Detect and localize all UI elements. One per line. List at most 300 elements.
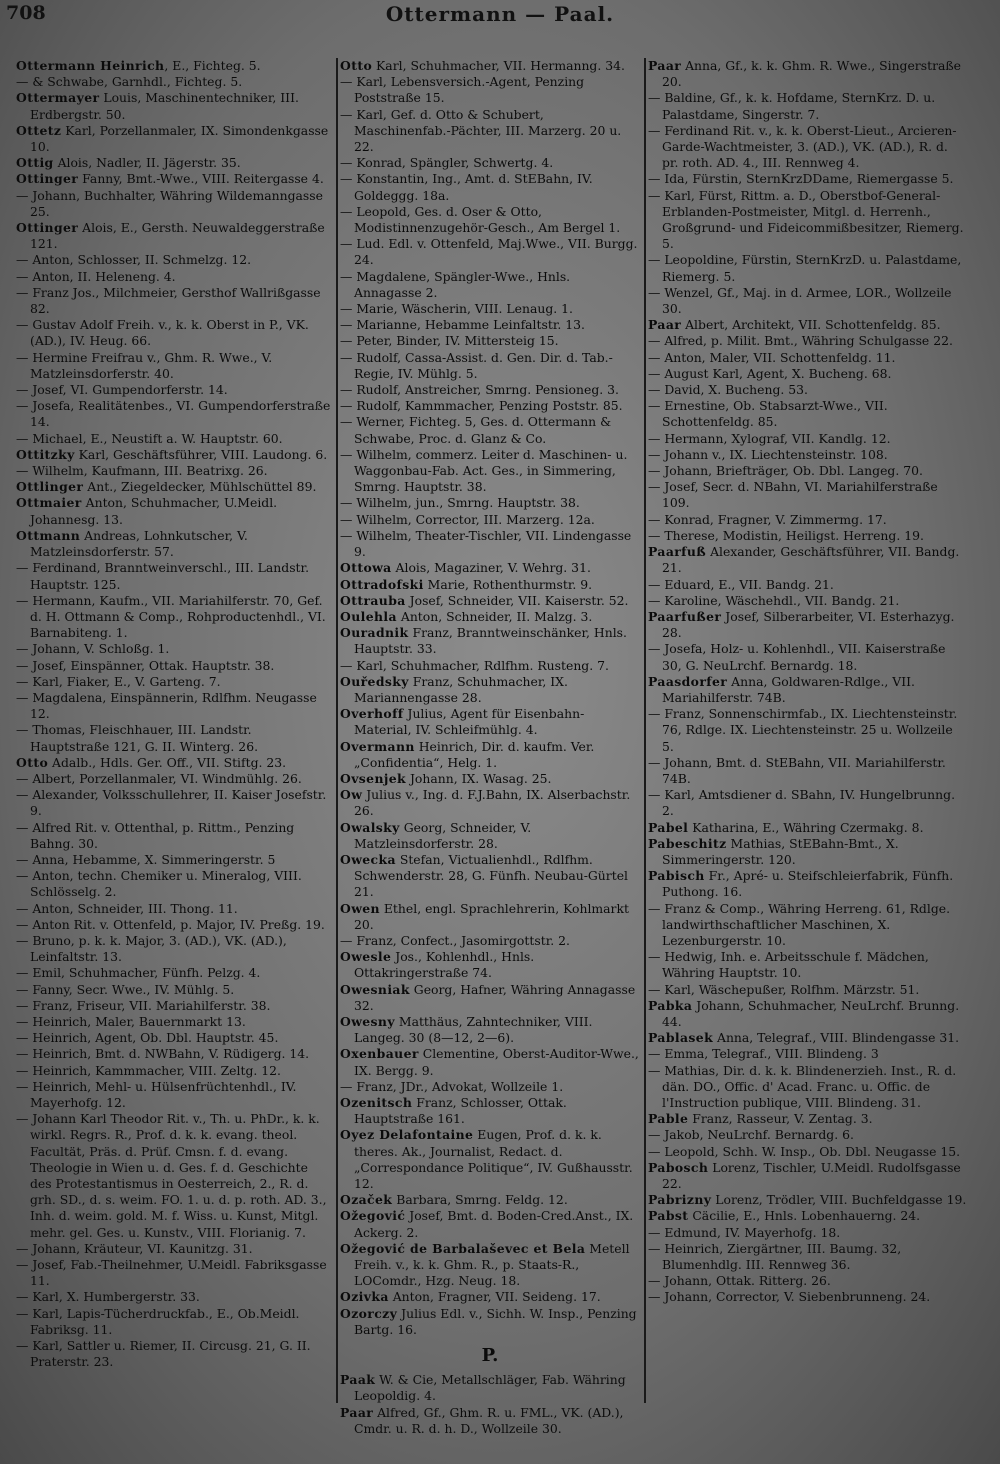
entry-text: Andreas, Lohnkutscher, V. Matzleinsdorferstr. 57. [30, 527, 248, 560]
directory-entry [340, 1289, 640, 1305]
entry-text: — Heinrich, Mehl- u. Hülsenfrüchtenhdl., IV. Mayerhofg. 12. [16, 1078, 297, 1110]
entry-text: Johann, Schuhmacher, NeuLrchf. Brunng. 44. [662, 997, 960, 1029]
directory-entry [648, 1160, 968, 1192]
directory-entry [16, 722, 332, 754]
directory-entry [340, 528, 640, 560]
directory-entry [648, 398, 968, 430]
directory-entry [648, 188, 968, 253]
entry-text: Ethel, engl. Sprachlehrerin, Kohlmarkt 20. [354, 900, 629, 932]
entry-text: — Therese, Modistin, Heiligst. Herreng. 19. [648, 527, 924, 543]
entry-text: — Konrad, Fragner, V. Zimmermg. 17. [648, 511, 887, 527]
entry-surname: Ouředsky [340, 673, 409, 689]
directory-entry [340, 1046, 640, 1078]
directory-entry [648, 544, 968, 576]
entry-text: — Heinrich, Maler, Bauernmarkt 13. [16, 1013, 246, 1029]
entry-text: — Alexander, Volksschullehrer, II. Kaiser Josefstr. 9. [16, 787, 327, 819]
entry-text: Julius Edl. v., Sichh. W. Insp., Penzing Bartg. 16. [354, 1305, 637, 1337]
entry-text: Josef, Schneider, VII. Kaiserstr. 52. [405, 592, 629, 608]
directory-entry [16, 593, 332, 642]
directory-entry [16, 269, 332, 285]
entry-text: Alexander, Geschäftsführer, VII. Bandg. 21. [662, 544, 960, 576]
entry-text: — Karl, Gef. d. Otto & Schubert, Maschinenfab.-Pächter, III. Marzerg. 20 u. 22. [340, 106, 622, 155]
entry-text: — Johann, V. Schloßg. 1. [16, 641, 170, 657]
entry-text: Georg, Hafner, Währing Annagasse 32. [354, 981, 636, 1013]
entry-text: — David, X. Bucheng. 53. [648, 382, 808, 398]
entry-text: — Franz, JDr., Advokat, Wollzeile 1. [340, 1078, 564, 1094]
entry-text: Marie, Rothenthurmstr. 9. [423, 576, 593, 592]
entry-text: — Karoline, Wäschehdl., VII. Bandg. 21. [648, 592, 900, 608]
entry-text: — Rudolf, Anstreicher, Smrng. Pensioneg. 3. [340, 382, 619, 398]
entry-text: Julius, Agent für Eisenbahn-Material, IV. Schleifmühlg. 4. [354, 706, 585, 738]
directory-entry [16, 901, 332, 917]
entry-text: — Wenzel, Gf., Maj. in d. Armee, LOR., Wollzeile 30. [648, 284, 952, 317]
directory-entry [16, 658, 332, 674]
entry-text: Eugen, Prof. d. k. k. theres. Ak., Journalist, Redact. d. „Correspondance Politique“, IV. Gußhausstr. 12. [354, 1127, 633, 1192]
directory-entry [340, 820, 640, 852]
entry-surname: Ottmann [16, 527, 81, 543]
directory-entry [16, 463, 332, 479]
directory-entry [16, 1289, 332, 1305]
entry-text: Alois, E., Gersth. Neuwaldeggerstraße 121. [30, 220, 325, 252]
entry-surname: Ottradofski [340, 576, 424, 592]
directory-entry [340, 982, 640, 1014]
entry-text: Karl, Porzellanmaler, IX. Simondenkgasse 10. [30, 122, 329, 155]
directory-entry [16, 1306, 332, 1338]
directory-entry [16, 285, 332, 317]
entry-text: — Johann, Briefträger, Ob. Dbl. Langeg. 70. [648, 463, 923, 479]
entry-text: — Karl, Fiaker, E., V. Garteng. 7. [16, 673, 221, 689]
entry-text: — Wilhelm, jun., Smrng. Hauptstr. 38. [340, 495, 580, 511]
directory-entry [340, 350, 640, 382]
entry-text: — Hedwig, Inh. e. Arbeitsschule f. Mädchen, Währing Hauptstr. 10. [648, 949, 929, 981]
entry-text: — Heinrich, Agent, Ob. Dbl. Hauptstr. 45. [16, 1030, 279, 1046]
entry-text: Franz, Schlosser, Ottak. Hauptstraße 161. [354, 1095, 567, 1127]
directory-entry [648, 447, 968, 463]
directory-entry [340, 1372, 640, 1404]
entry-text: — Eduard, E., VII. Bandg. 21. [648, 576, 834, 592]
entry-surname: Owecka [340, 851, 396, 867]
directory-entry [648, 1030, 968, 1046]
entry-text: Josef, Silberarbeiter, VI. Esterhazyg. 28. [662, 608, 955, 641]
directory-entry [16, 933, 332, 965]
directory-entry [340, 1095, 640, 1127]
directory-entry [16, 690, 332, 722]
directory-entry [648, 479, 968, 511]
entry-text: — Alfred Rit. v. Ottenthal, p. Rittm., Penzing Bahng. 30. [16, 819, 295, 851]
directory-entry [648, 641, 968, 673]
directory-entry [648, 1192, 968, 1208]
entry-text: — Fanny, Secr. Wwe., IV. Mühlg. 5. [16, 981, 235, 997]
entry-text: — Anton, II. Heleneng. 4. [16, 268, 176, 284]
directory-entry [340, 593, 640, 609]
entry-text: — Karl, Sattler u. Riemer, II. Circusg. 21, G. II. Praterstr. 23. [16, 1338, 311, 1370]
directory-entry [16, 1111, 332, 1241]
directory-entry [648, 528, 968, 544]
entry-text: — Anna, Hebamme, X. Simmeringerstr. 5 [16, 851, 276, 867]
directory-entry [648, 609, 968, 641]
column-left [16, 58, 332, 1458]
directory-entry [16, 447, 332, 463]
entry-surname: Owen [340, 900, 380, 916]
directory-entry [648, 901, 968, 950]
directory-entry [16, 90, 332, 122]
directory-entry [648, 1063, 968, 1112]
directory-entry [648, 463, 968, 479]
entry-text: — Johann, Ottak. Ritterg. 26. [648, 1273, 831, 1289]
directory-entry [340, 1241, 640, 1290]
entry-text: — Mathias, Dir. d. k. k. Blindenerzieh. Inst., R. d. dän. DO., Offic. d' Acad. Franc. u. Offic. de l'Instruction publique, VIII. Blindeng. 31. [648, 1062, 957, 1110]
entry-text: Fanny, Bmt.-Wwe., VIII. Reitergasse 4. [78, 171, 324, 187]
directory-entry [648, 982, 968, 998]
directory-entry [648, 285, 968, 317]
directory-entry [648, 90, 968, 122]
directory-entry [648, 1273, 968, 1289]
directory-entry [340, 1405, 640, 1437]
entry-text: Karl, Schuhmacher, VII. Hermanng. 34. [372, 58, 625, 73]
entry-text: — Franz, Friseur, VII. Mariahilferstr. 38. [16, 997, 271, 1013]
directory-entry [340, 495, 640, 511]
entry-text: Anna, Telegraf., VIII. Blindengasse 31. [713, 1030, 960, 1046]
directory-entry [648, 1241, 968, 1273]
entry-text: — Heinrich, Kammmacher, VIII. Zeltg. 12. [16, 1062, 281, 1078]
directory-entry [648, 1144, 968, 1160]
entry-text: Stefan, Victualienhdl., Rdlfhm. Schwenderstr. 28, G. Fünfh. Neubau-Gürtel 21. [354, 851, 628, 900]
entry-text: — Josef, VI. Gumpendorferstr. 14. [16, 382, 228, 398]
directory-entry [340, 625, 640, 657]
entry-text: — Marianne, Hebamme Leinfaltstr. 13. [340, 317, 585, 333]
directory-entry [648, 755, 968, 787]
entry-text: — Lud. Edl. v. Ottenfeld, Maj.Wwe., VII. Burgg. 24. [340, 236, 638, 268]
directory-entry [340, 739, 640, 771]
directory-entry [340, 269, 640, 301]
entry-surname: Pable [648, 1111, 689, 1127]
entry-text: — Werner, Fichteg. 5, Ges. d. Ottermann & Schwabe, Proc. d. Glanz & Co. [340, 414, 612, 446]
directory-entry [648, 350, 968, 366]
directory-entry [648, 949, 968, 981]
entry-text: — Anton, techn. Chemiker u. Mineralog, VIII. Schlösselg. 2. [16, 868, 302, 900]
entry-text: — Ida, Fürstin, SternKrzDDame, Riemergasse 5. [648, 171, 954, 187]
entry-text: — Ferdinand, Branntweinverschl., III. Landstr. Hauptstr. 125. [16, 560, 310, 592]
entry-surname: Pabel [648, 819, 689, 835]
entry-text: — Baldine, Gf., k. k. Hofdame, SternKrz. D. u. Palastdame, Singerstr. 7. [648, 90, 936, 122]
entry-text: — Jakob, NeuLrchf. Bernardg. 6. [648, 1127, 854, 1143]
entry-text: — Marie, Wäscherin, VIII. Lenaug. 1. [340, 301, 573, 317]
directory-entry [340, 933, 640, 949]
directory-entry [16, 155, 332, 171]
directory-entry [340, 1192, 640, 1208]
entry-text: — Emma, Telegraf., VIII. Blindeng. 3 [648, 1046, 879, 1062]
directory-entry [648, 998, 968, 1030]
entry-surname: Ottinger [16, 171, 79, 187]
entry-text: Matthäus, Zahntechniker, VIII. Langeg. 30 (8—12, 2—6). [354, 1013, 593, 1046]
entry-text: — Anton Rit. v. Ottenfeld, p. Major, IV. Preßg. 19. [16, 916, 325, 932]
entry-text: — Franz, Sonnenschirmfab., IX. Liechtensteinstr. 76, Rdlge. IX. Liechtensteinstr. 25 u. Wollzeile 5. [648, 706, 958, 754]
column-middle [340, 58, 640, 1458]
directory-entry [16, 641, 332, 657]
entry-text: — Karl, Lapis-Tücherdruckfab., E., Ob.Meidl. Fabriksg. 11. [16, 1305, 300, 1337]
directory-entry [340, 949, 640, 981]
entry-text: — Johann Karl Theodor Rit. v., Th. u. PhDr., k. k. wirkl. Regrs. R., Prof. d. k. k. evang. theol. Facultät, Präs. d. Prüf. Cmsn. f. d. evang. Theologie in Wien u. d. Ges. f. d. Geschichte des Protestantismus in Oesterreich, 2., R. d. grh. SD., d. s. weim. FO. 1. u. d. p. roth. AD. 3., Inh. d. weim. gold. M. f. Wiss. u. Kunst, Mitgl. mehr. gel. Ges. u. Kunstv., VIII. Florianig. 7. [16, 1111, 327, 1240]
directory-entry [648, 171, 968, 187]
directory-entry [340, 74, 640, 106]
entry-surname: Ozivka [340, 1289, 389, 1305]
columns [0, 58, 1000, 1458]
entry-surname: Oulehla [340, 608, 397, 624]
directory-entry [16, 965, 332, 981]
entry-text: Johann, IX. Wasag. 25. [406, 770, 552, 786]
entry-text: Anton, Schneider, II. Malzg. 3. [396, 608, 593, 624]
directory-entry [340, 317, 640, 333]
directory-entry [16, 1014, 332, 1030]
directory-entry [648, 252, 968, 284]
directory-entry [648, 317, 968, 333]
directory-entry [16, 560, 332, 592]
directory-entry [648, 836, 968, 868]
entry-text: W. & Cie, Metallschläger, Fab. Währing Leopoldig. 4. [354, 1372, 626, 1404]
entry-surname: Pabka [648, 997, 693, 1013]
entry-surname: Overmann [340, 738, 415, 754]
directory-entry [340, 58, 640, 74]
directory-entry [16, 58, 332, 74]
directory-entry [16, 1063, 332, 1079]
directory-entry [16, 1046, 332, 1062]
entry-text: — Magdalena, Einspännerin, Rdlfhm. Neugasse 12. [16, 689, 317, 722]
entry-surname: Ovsenjek [340, 770, 407, 786]
directory-entry [648, 787, 968, 819]
directory-entry [16, 188, 332, 220]
entry-text: — Heinrich, Bmt. d. NWBahn, V. Rüdigerg. 14. [16, 1046, 310, 1062]
entry-surname: Paasdorfer [648, 673, 728, 689]
running-header: Ottermann — Paal. [385, 2, 615, 26]
entry-surname: Pabisch [648, 868, 705, 884]
entry-surname: Owesle [340, 949, 392, 965]
entry-surname: Pabosch [648, 1159, 709, 1175]
entry-text: — Leopold, Ges. d. Oser & Otto, Modistinnenzugehör-Gesch., Am Bergel 1. [340, 203, 621, 236]
directory-entry [340, 204, 640, 236]
entry-text: — Johann v., IX. Liechtensteinstr. 108. [648, 446, 888, 462]
entry-surname: Ottermann Heinrich [16, 58, 165, 73]
directory-entry [16, 495, 332, 527]
column-right [648, 58, 968, 1458]
entry-text: Franz, Schuhmacher, IX. Mariannengasse 28. [354, 673, 568, 705]
entry-text: Anna, Goldwaren-Rdlge., VII. Mariahilferstr. 74B. [662, 673, 915, 705]
directory-entry [648, 58, 968, 90]
entry-text: — Thomas, Fleischhauer, III. Landstr. Hauptstraße 121, G. II. Winterg. 26. [16, 722, 259, 754]
directory-entry [16, 479, 332, 495]
entry-text: — Franz, Confect., Jasomirgottstr. 2. [340, 932, 570, 948]
entry-text: Ant., Ziegeldecker, Mühlschüttel 89. [83, 479, 317, 495]
entry-text: Josef, Bmt. d. Boden-Cred.Anst., IX. Ackerg. 2. [354, 1208, 634, 1240]
entry-text: — Leopold, Schh. W. Insp., Ob. Dbl. Neugasse 15. [648, 1143, 961, 1159]
directory-entry [340, 787, 640, 819]
directory-entry [340, 674, 640, 706]
directory-entry [648, 593, 968, 609]
entry-surname: Otto [340, 58, 373, 73]
entry-surname: Ozaček [340, 1192, 393, 1208]
directory-entry [16, 852, 332, 868]
directory-entry [16, 1241, 332, 1257]
entry-surname: Ottrauba [340, 592, 406, 608]
directory-entry [340, 577, 640, 593]
entry-surname: Ottowa [340, 560, 392, 576]
entry-text: Franz, Branntweinschänker, Hnls. Hauptstr. 33. [354, 625, 627, 657]
directory-entry [16, 350, 332, 382]
directory-entry [16, 220, 332, 252]
entry-text: Metell Freih. v., k. k. Ghm. R., p. Staats-R., LOComdr., Hzg. Neug. 18. [354, 1240, 630, 1289]
entry-text: Louis, Maschinentechniker, III. Erdbergstr. 50. [30, 90, 299, 122]
entry-surname: Paak [340, 1372, 376, 1388]
directory-entry [16, 382, 332, 398]
entry-surname: Ottig [16, 155, 54, 171]
entry-surname: Ottermayer [16, 90, 100, 106]
directory-entry [340, 1127, 640, 1192]
entry-text: — Wilhelm, commerz. Leiter d. Maschinen- u. Waggonbau-Fab. Act. Ges., in Simmering, Smrng. Hauptstr. 38. [340, 446, 628, 495]
entry-surname: Paarfußer [648, 608, 722, 624]
directory-entry [648, 820, 968, 836]
entry-text: Adalb., Hdls. Ger. Off., VII. Stiftg. 23. [48, 754, 287, 770]
directory-entry [648, 333, 968, 349]
entry-surname: Overhoff [340, 706, 404, 722]
directory-entry [648, 431, 968, 447]
entry-text: Clementine, Oberst-Auditor-Wwe., IX. Bergg. 9. [354, 1046, 639, 1078]
entry-text: — Albert, Porzellanmaler, VI. Windmühlg. 26. [16, 770, 302, 786]
entry-text: — Josef, Fab.-Theilnehmer, U.Meidl. Fabriksgasse 11. [16, 1257, 327, 1289]
directory-entry [340, 1014, 640, 1046]
entry-surname: Pabrizny [648, 1192, 712, 1208]
page-number: 708 [6, 2, 46, 24]
entry-text: — Karl, Lebensversich.-Agent, Penzing Poststraße 15. [340, 74, 585, 106]
directory-entry [340, 382, 640, 398]
entry-text: — Josefa, Holz- u. Kohlenhdl., VII. Kaiserstraße 30, G. NeuLrchf. Bernardg. 18. [648, 641, 946, 673]
directory-entry [340, 609, 640, 625]
entry-text: — Josef, Secr. d. NBahn, VI. Mariahilferstraße 109. [648, 479, 938, 511]
entry-text: — Konstantin, Ing., Amt. d. StEBahn, IV. Goldeggg. 18a. [340, 171, 593, 203]
directory-entry [648, 123, 968, 172]
entry-surname: Oxenbauer [340, 1046, 419, 1062]
directory-entry [340, 1208, 640, 1240]
directory-entry [16, 868, 332, 900]
directory-entry [16, 917, 332, 933]
entry-surname: Pablasek [648, 1030, 714, 1046]
directory-entry [648, 1046, 968, 1062]
directory-entry [648, 706, 968, 755]
directory-entry [16, 317, 332, 349]
entry-text: — August Karl, Agent, X. Bucheng. 68. [648, 365, 892, 381]
entry-surname: Ottetz [16, 122, 62, 138]
entry-surname: Ožegović [340, 1208, 406, 1224]
entry-text: Anton, Schuhmacher, U.Meidl. Johannesg. 13. [30, 495, 278, 527]
directory-entry [16, 1257, 332, 1289]
directory-entry [340, 706, 640, 738]
directory-entry [648, 1225, 968, 1241]
directory-entry [16, 528, 332, 560]
directory-entry [340, 236, 640, 268]
entry-text: — Hermann, Xylograf, VII. Kandlg. 12. [648, 430, 891, 446]
directory-entry [16, 674, 332, 690]
entry-surname: Paar [648, 58, 682, 73]
directory-entry [340, 771, 640, 787]
directory-entry [340, 512, 640, 528]
directory-entry [16, 252, 332, 268]
directory-entry [16, 982, 332, 998]
entry-text: — Wilhelm, Corrector, III. Marzerg. 12a. [340, 511, 595, 527]
entry-surname: Otto [16, 754, 49, 770]
entry-text: — Franz & Comp., Währing Herreng. 61, Rdlge. landwirthschaftlicher Maschinen, X. Lezenburgerstr. 10. [648, 900, 951, 948]
entry-text: — Karl, Fürst, Rittm. a. D., Oberstbof-General-Erblanden-Postmeister, Mitgl. d. Herrenh., Großgrund- und Fideicommißbesitzer, Riemerg. 5. [648, 187, 964, 252]
directory-entry [340, 171, 640, 203]
entry-text: — Karl, Wäschepußer, Rolfhm. Märzstr. 51. [648, 981, 920, 997]
directory-entry [340, 1079, 640, 1095]
directory-entry [648, 512, 968, 528]
directory-entry [648, 1208, 968, 1224]
directory-entry [16, 431, 332, 447]
entry-text: Alois, Nadler, II. Jägerstr. 35. [53, 155, 241, 171]
entry-text: — Bruno, p. k. k. Major, 3. (AD.), VK. (AD.), Leinfaltstr. 13. [16, 932, 287, 965]
entry-text: Barbara, Smrng. Feldg. 12. [392, 1192, 568, 1208]
directory-entry [340, 560, 640, 576]
entry-text: — Gustav Adolf Freih. v., k. k. Oberst in P., VK. (AD.), IV. Heug. 66. [16, 317, 309, 349]
entry-surname: Owesniak [340, 981, 410, 997]
entry-text: — Rudolf, Kammmacher, Penzing Poststr. 85. [340, 398, 623, 414]
entry-surname: Oyez Delafontaine [340, 1127, 474, 1143]
entry-text: — Johann, Buchhalter, Währing Wildemanngasse 25. [16, 187, 323, 219]
directory-entry [16, 820, 332, 852]
entry-text: , E., Fichteg. 5. [164, 58, 261, 73]
directory-entry [648, 577, 968, 593]
entry-text: — Anton, Maler, VII. Schottenfeldg. 11. [648, 349, 896, 365]
entry-text: Lorenz, Tischler, U.Meidl. Rudolfsgasse 22. [662, 1159, 961, 1192]
directory-entry [340, 301, 640, 317]
entry-surname: Ozenitsch [340, 1095, 413, 1110]
directory-entry [16, 998, 332, 1014]
entry-text: — Edmund, IV. Mayerhofg. 18. [648, 1224, 841, 1240]
directory-entry [648, 1127, 968, 1143]
entry-surname: Paar [648, 317, 682, 333]
section-letter: P. [481, 1345, 499, 1367]
entry-text: — Michael, E., Neustift a. W. Hauptstr. 60. [16, 430, 283, 446]
entry-text: — Karl, X. Humbergerstr. 33. [16, 1289, 200, 1305]
directory-entry [340, 414, 640, 446]
entry-surname: Owalsky [340, 819, 400, 835]
entry-text: Franz, Rasseur, V. Zentag. 3. [688, 1111, 873, 1127]
entry-text: — Rudolf, Cassa-Assist. d. Gen. Dir. d. Tab.-Regie, IV. Mühlg. 5. [340, 349, 613, 381]
entry-text: Cäcilie, E., Hnls. Lobenhauerng. 24. [688, 1208, 921, 1224]
directory-entry [648, 366, 968, 382]
entry-text: — Ferdinand Rit. v., k. k. Oberst-Lieut., Arcieren-Garde-Wachtmeister, 3. (AD.), VK. (AD.), R. d. pr. roth. AD. 4., III. Rennweg 4. [648, 122, 957, 171]
directory-entry [16, 123, 332, 155]
directory-entry [340, 398, 640, 414]
entry-text: Anna, Gf., k. k. Ghm. R. Wwe., Singerstraße 20. [662, 58, 961, 90]
entry-text: — Johann, Corrector, V. Siebenbrunneng. 24. [648, 1289, 931, 1305]
entry-surname: Ottitzky [16, 446, 75, 462]
entry-text: — Josef, Einspänner, Ottak. Hauptstr. 38. [16, 657, 275, 673]
directory-entry [340, 333, 640, 349]
entry-text: — Johann, Kräuteur, VI. Kaunitzg. 31. [16, 1240, 253, 1256]
entry-surname: Paar [340, 1404, 374, 1420]
entry-text: — Wilhelm, Theater-Tischler, VII. Lindengasse 9. [340, 527, 632, 560]
directory-entry [340, 107, 640, 156]
entry-text: Anton, Fragner, VII. Seideng. 17. [388, 1289, 601, 1305]
entry-text: — Johann, Bmt. d. StEBahn, VII. Mariahilferstr. 74B. [648, 754, 946, 786]
directory-entry [340, 447, 640, 496]
directory-entry [340, 155, 640, 171]
entry-surname: Paarfuß [648, 544, 707, 560]
directory-entry [16, 1030, 332, 1046]
entry-text: — Wilhelm, Kaufmann, III. Beatrixg. 26. [16, 463, 268, 479]
entry-surname: Ottlinger [16, 479, 84, 495]
entry-text: Fr., Apré- u. Steifschleierfabrik, Fünfh. Puthong. 16. [662, 868, 954, 900]
entry-text: — Hermann, Kaufm., VII. Mariahilferstr. 70, Gef. d. H. Ottmann & Comp., Rohproductenhdl., VI. Barnabiteng. 1. [16, 592, 326, 641]
